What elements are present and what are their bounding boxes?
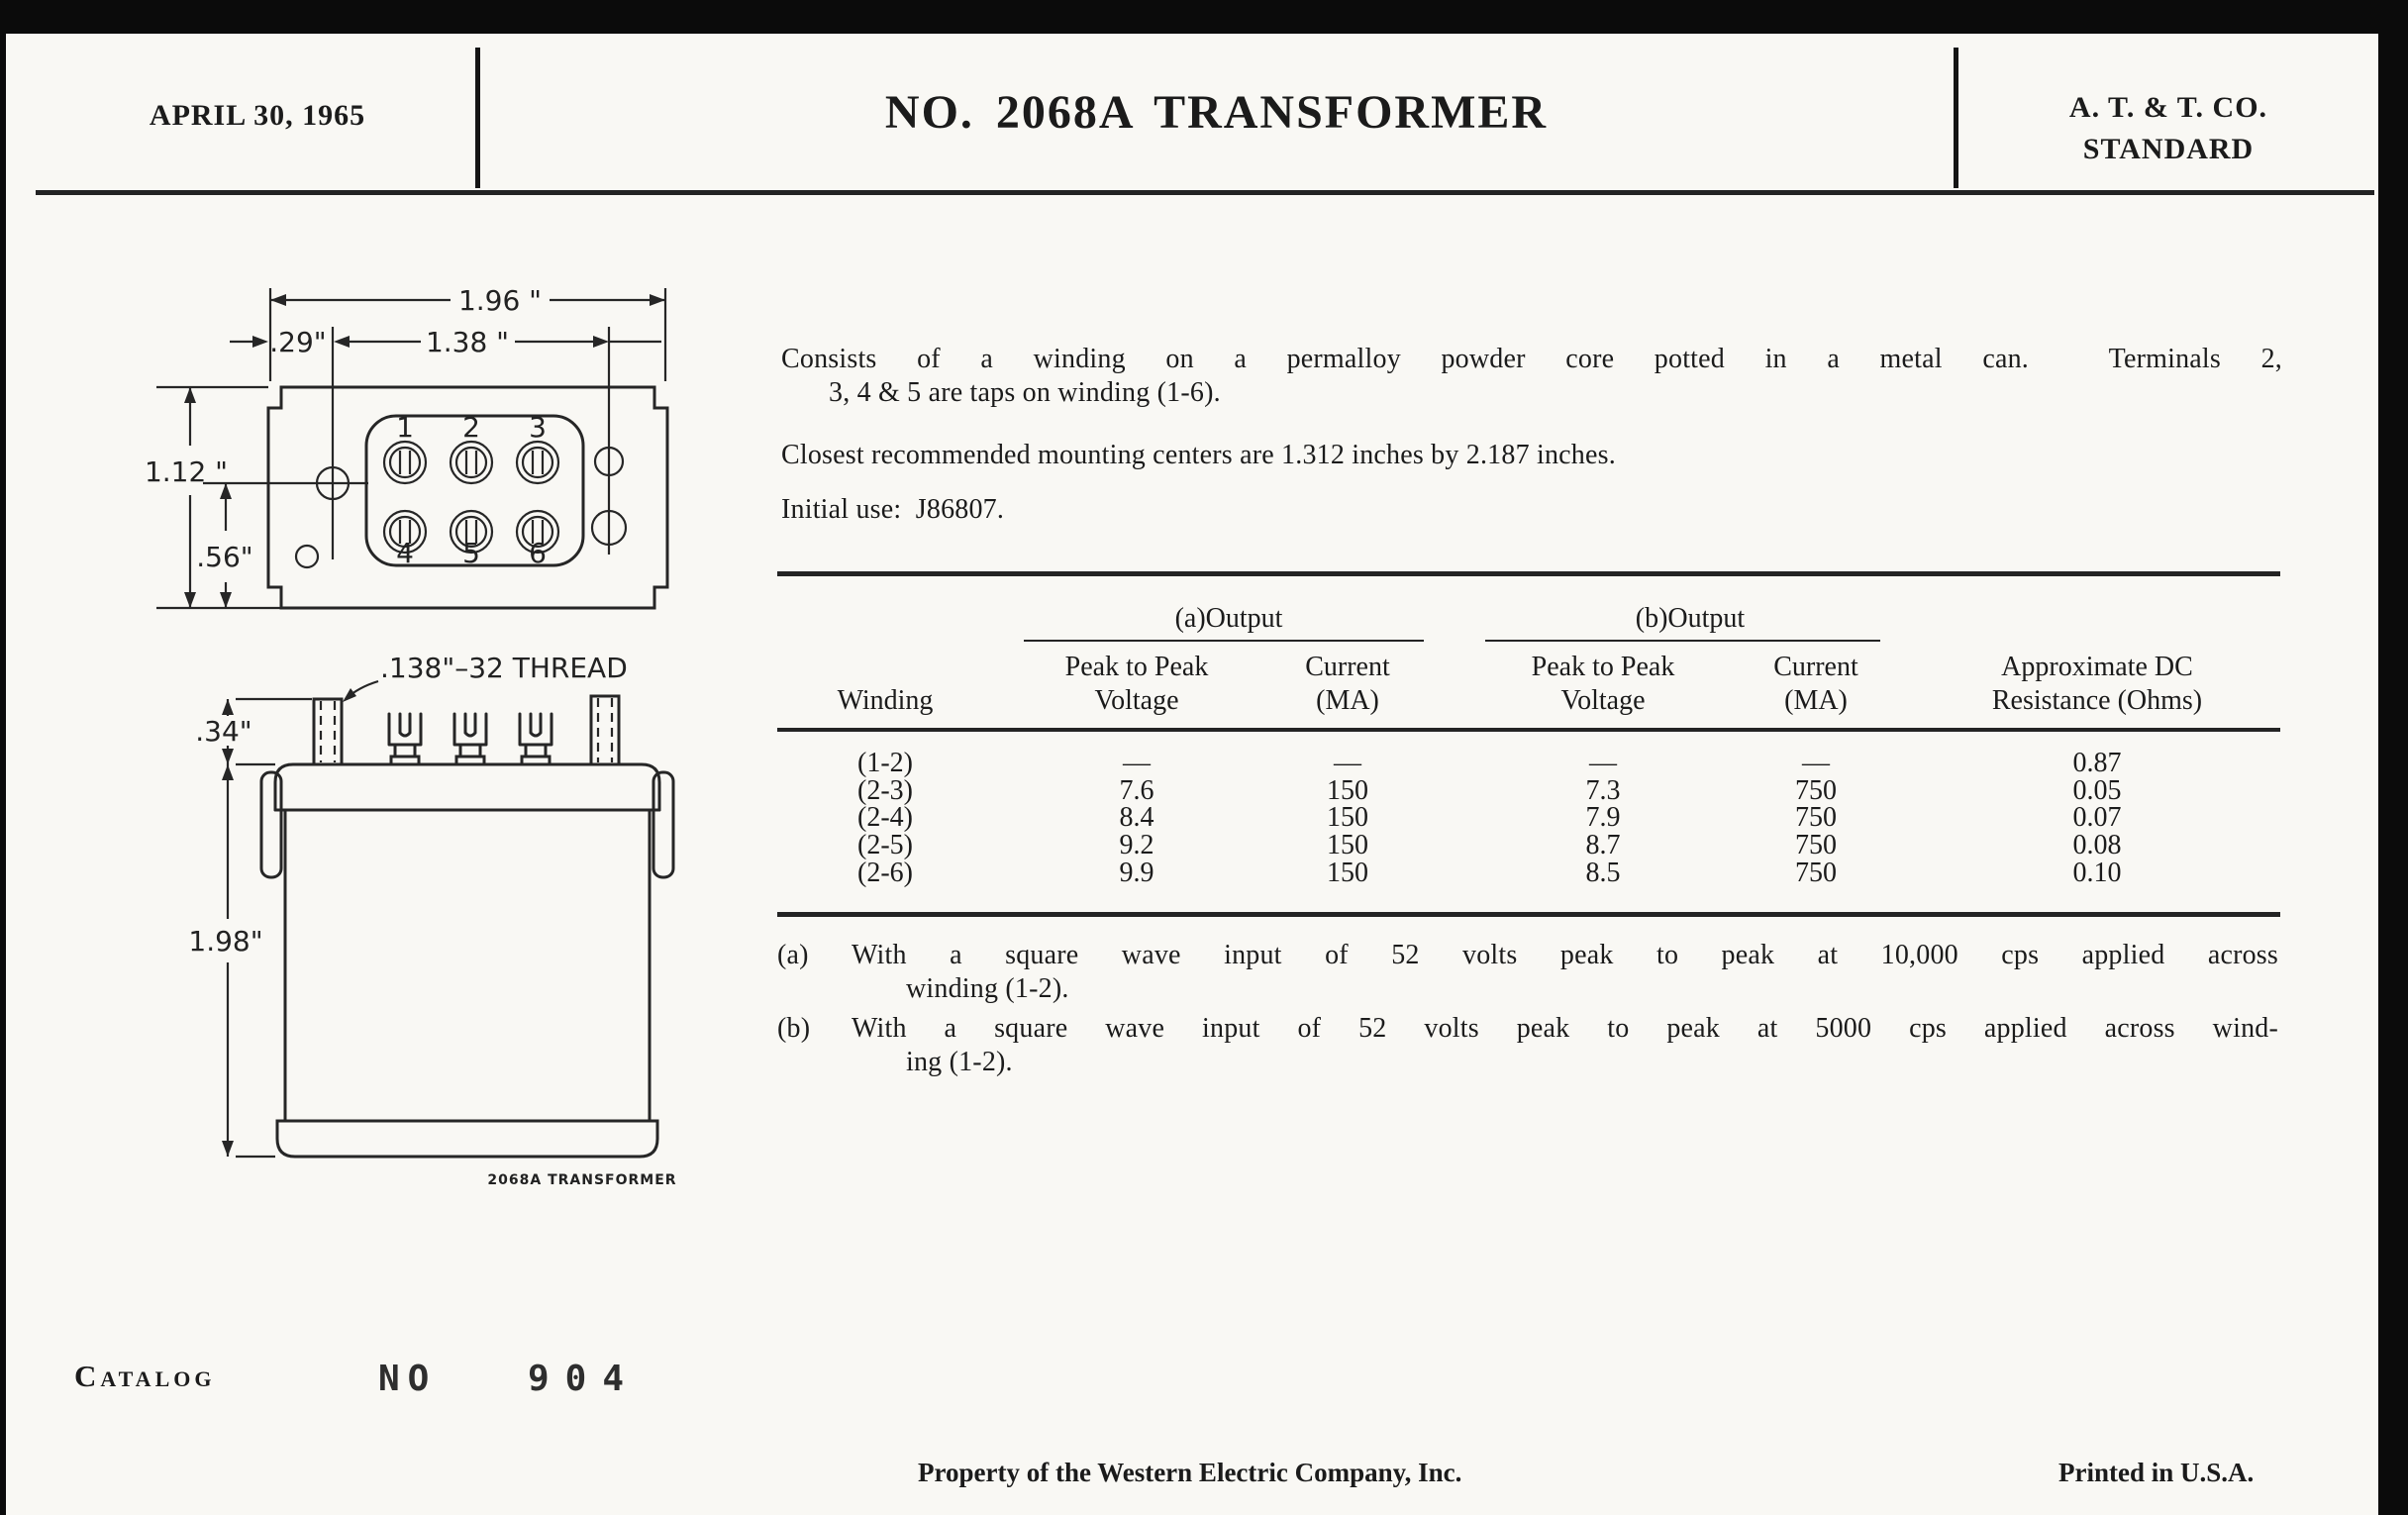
locating-hole (296, 546, 318, 567)
solder-lug-2 (454, 714, 486, 764)
cell-b-voltage: 8.5 (1585, 858, 1621, 888)
cell-a-voltage: 9.9 (1119, 858, 1154, 888)
header-org (1965, 87, 2371, 170)
cell-resistance: 0.05 (2072, 775, 2122, 806)
description-para1-line1: Consists of a winding on a permalloy powder core potted in a metal can. Terminals 2, (781, 344, 2282, 374)
cell-b-voltage: — (1589, 748, 1617, 778)
catalog-label: Catalog (74, 1359, 216, 1393)
table-rule-top (777, 571, 2280, 576)
cell-a-current: 150 (1327, 858, 1368, 888)
cell-b-current: 750 (1795, 830, 1837, 860)
mounting-ear-right (653, 772, 673, 877)
group-a-underline (1024, 640, 1424, 642)
header-divider-right (1954, 48, 1958, 188)
header-org-line2: STANDARD (2082, 133, 2255, 165)
cell-winding: (2-6) (857, 858, 913, 888)
table-rule-bottom (777, 912, 2280, 917)
description-para1-line2: 3, 4 & 5 are taps on winding (1-6). (829, 377, 1221, 408)
terminal-label-4: 4 (396, 537, 414, 569)
can-body (275, 764, 659, 1157)
cell-b-current: — (1802, 748, 1830, 778)
cell-a-voltage: 9.2 (1119, 830, 1154, 860)
threaded-stud-left (314, 699, 342, 764)
cell-winding: (2-4) (857, 802, 913, 833)
footnote-b (777, 1012, 2280, 1079)
thread-label: .138"–32 THREAD (380, 652, 628, 684)
solder-lug-1 (389, 714, 421, 764)
table-rule-mid (777, 728, 2280, 732)
table-row (777, 748, 2280, 778)
group-b-underline (1485, 640, 1880, 642)
cell-b-voltage: 8.7 (1585, 830, 1621, 860)
terminal-2 (451, 442, 492, 483)
table-group-header-b: (b)Output (1635, 603, 1746, 634)
catalog-no-stamp: NO (378, 1359, 438, 1399)
cell-a-current: 150 (1327, 775, 1368, 806)
col-header-peak-b1: Peak to Peak (1531, 652, 1675, 682)
top-view-drawing (139, 238, 713, 634)
description-para2: Closest recommended mounting centers are 1.312 inches by 2.187 inches. (781, 440, 1616, 470)
cell-resistance: 0.07 (2072, 802, 2122, 833)
col-header-current-a1: Current (1305, 652, 1390, 682)
cell-a-voltage: — (1123, 748, 1151, 778)
table-group-header-a: (a)Output (1174, 603, 1283, 634)
mounting-ear-left (261, 772, 281, 877)
col-header-current-b2: (MA) (1784, 685, 1848, 716)
terminal-label-6: 6 (529, 537, 547, 569)
footnote-b-line1: With a square wave input of 52 volts peak to peak at 5000 cps applied across wind- (852, 1013, 2278, 1044)
terminal-1 (384, 442, 426, 483)
header-date: APRIL 30, 1965 (149, 99, 366, 132)
dim-width-label: 1.96 " (457, 284, 543, 317)
footnote-a (777, 939, 2280, 1006)
cell-resistance: 0.10 (2072, 858, 2122, 888)
table-row (777, 775, 2280, 806)
col-header-current-a2: (MA) (1316, 685, 1379, 716)
dim-terminal-label: .34" (195, 715, 252, 748)
dim-hole-label: .56" (196, 541, 253, 573)
cell-a-current: 150 (1327, 830, 1368, 860)
footer-property-notice: Property of the Western Electric Company, Inc. (918, 1458, 1462, 1487)
terminal-3 (517, 442, 558, 483)
table-row (777, 802, 2280, 833)
header-org-line1: A. T. & T. CO. (2068, 91, 2268, 124)
col-header-resistance1: Approximate DC (2001, 652, 2193, 682)
can-caption: 2068A TRANSFORMER (487, 1172, 677, 1188)
footnote-a-label: (a) (777, 940, 809, 970)
dim-height-label: 1.12 " (144, 455, 229, 488)
dim-body-label: 1.98" (188, 925, 263, 958)
cell-a-voltage: 8.4 (1119, 802, 1154, 833)
side-view-drawing (139, 634, 713, 1208)
terminal-label-1: 1 (396, 411, 414, 444)
col-header-resistance2: Resistance (Ohms) (1991, 685, 2203, 716)
table-row (777, 858, 2280, 888)
cell-winding: (2-3) (857, 775, 913, 806)
col-header-winding: Winding (837, 685, 934, 716)
dim-offset-label: .29" (269, 326, 327, 358)
header-rule (36, 190, 2374, 195)
cell-b-voltage: 7.3 (1585, 775, 1621, 806)
cell-resistance: 0.08 (2072, 830, 2122, 860)
description-para3: Initial use: J86807. (781, 494, 1005, 525)
footnote-a-line1: With a square wave input of 52 volts peak to peak at 10,000 cps applied across (852, 940, 2278, 970)
footnote-b-label: (b) (777, 1013, 811, 1044)
col-header-peak-b2: Voltage (1560, 685, 1646, 716)
footnote-a-line2: winding (1-2). (906, 973, 1069, 1004)
cell-resistance: 0.87 (2072, 748, 2122, 778)
dim-span-label: 1.38 " (425, 326, 510, 358)
cell-b-voltage: 7.9 (1585, 802, 1621, 833)
table-row (777, 830, 2280, 858)
cell-b-current: 750 (1795, 802, 1837, 833)
col-header-peak-a1: Peak to Peak (1064, 652, 1209, 682)
cell-winding: (2-5) (857, 830, 913, 860)
col-header-current-b1: Current (1773, 652, 1858, 682)
page-title: NO. 2068A TRANSFORMER (884, 86, 1549, 139)
footnote-b-line2: ing (1-2). (906, 1047, 1013, 1077)
cell-b-current: 750 (1795, 775, 1837, 806)
cell-a-current: — (1334, 748, 1361, 778)
cell-a-voltage: 7.6 (1119, 775, 1154, 806)
terminal-label-3: 3 (529, 411, 547, 444)
terminal-label-5: 5 (462, 537, 480, 569)
terminal-label-2: 2 (462, 411, 480, 444)
col-header-peak-a2: Voltage (1094, 685, 1179, 716)
threaded-stud-right (591, 696, 619, 764)
cell-b-current: 750 (1795, 858, 1837, 888)
cell-a-current: 150 (1327, 802, 1368, 833)
header-divider-left (475, 48, 480, 188)
cell-winding: (1-2) (857, 748, 913, 778)
spec-table (777, 571, 2280, 917)
footer-printed-in: Printed in U.S.A. (2058, 1458, 2255, 1487)
solder-lug-3 (520, 714, 552, 764)
catalog-number-stamp: 904 (528, 1359, 641, 1399)
